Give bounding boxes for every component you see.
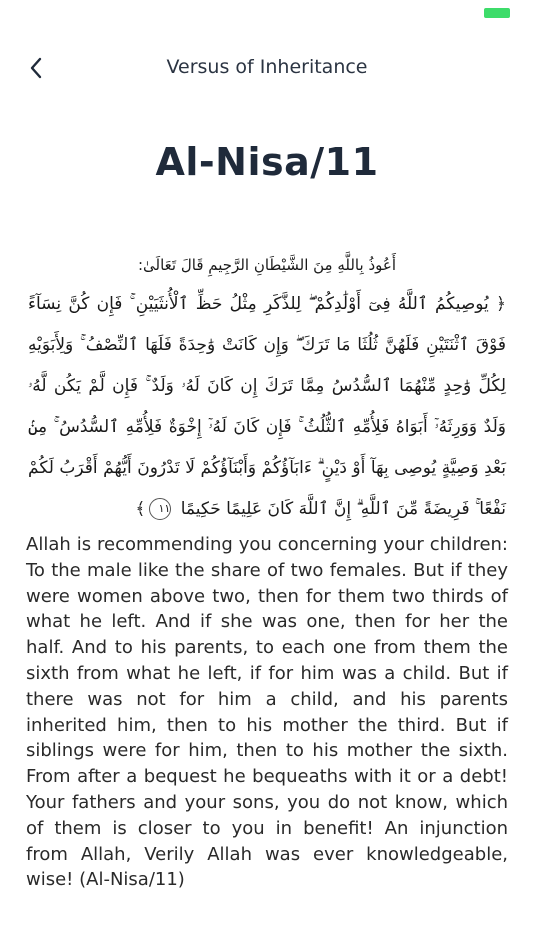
- page-title: Al-Nisa/11: [155, 140, 379, 184]
- status-indicator: [484, 8, 510, 18]
- arabic-istiadha: أَعُوذُ بِاللَّهِ مِنَ الشَّيْطَانِ الرَّجِيمِ قَالَ تَعَالَىٰ:: [137, 256, 396, 274]
- arabic-verse-text: ﴿ يُوصِيكُمُ ٱللَّهُ فِىٓ أَوْلَٰدِكُمْ ۖ لِلذَّكَرِ مِثْلُ حَظِّ ٱلْأُنثَيَيْنِ ۚ فَإِن كُنَّ نِسَآءً فَوْقَ ٱثْنَتَيْنِ فَلَهُنَّ ثُلُثَا مَا تَرَكَ ۖ وَإِن كَانَتْ وَٰحِدَةً فَلَهَا ٱلنِّصْفُ ۚ وَلِأَبَوَيْهِ لِكُلِّ وَٰحِدٍ مِّنْهُمَا ٱلسُّدُسُ مِمَّا تَرَكَ إِن كَانَ لَهُۥ وَلَدٌ ۚ فَإِن لَّمْ يَكُن لَّهُۥ وَلَدٌ وَوَرِثَهُۥٓ أَبَوَاهُ فَلِأُمِّهِ ٱلثُّلُثُ ۚ فَإِن كَانَ لَهُۥٓ إِخْوَةٌ فَلِأُمِّهِ ٱلسُّدُسُ ۚ مِنۢ بَعْدِ وَصِيَّةٍ يُوصِى بِهَآ أَوْ دَيْنٍ ۗ ءَابَآؤُكُمْ وَأَبْنَآؤُكُمْ لَا تَدْرُونَ أَيُّهُمْ أَقْرَبُ لَكُمْ نَفْعًا ۚ فَرِيضَةً مِّنَ ٱللَّهِ ۗ إِنَّ ٱللَّهَ كَانَ عَلِيمًا حَكِيمًا: [28, 294, 506, 519]
- translation-text: Allah is recommending you concerning your children: To the male like the share of two females. But if they were women above two, then for them two thirds of what he left. And if she was one, then for her the half. And to his parents, to each one from them the sixth from what he left, if for him was a child. But if there was not for him a child, and his parents inherited him, then to his mother the third. But if siblings were for him, then to his mother the sixth. From after a bequest he bequeaths with it or a debt! Your fathers and your sons, you do not know, which of them is closer to you in benefit! An injunction from Allah, Verily Allah was ever knowledgeable, wise! (Al-Nisa/11): [26, 534, 508, 891]
- arabic-verse-block: [28, 250, 506, 530]
- arabic-verse: [28, 284, 506, 530]
- header-title: Versus of Inheritance: [166, 56, 368, 78]
- header: [0, 50, 534, 86]
- arabic-verse-close: ﴾: [135, 499, 146, 519]
- ayah-number-marker: ١١: [149, 498, 171, 520]
